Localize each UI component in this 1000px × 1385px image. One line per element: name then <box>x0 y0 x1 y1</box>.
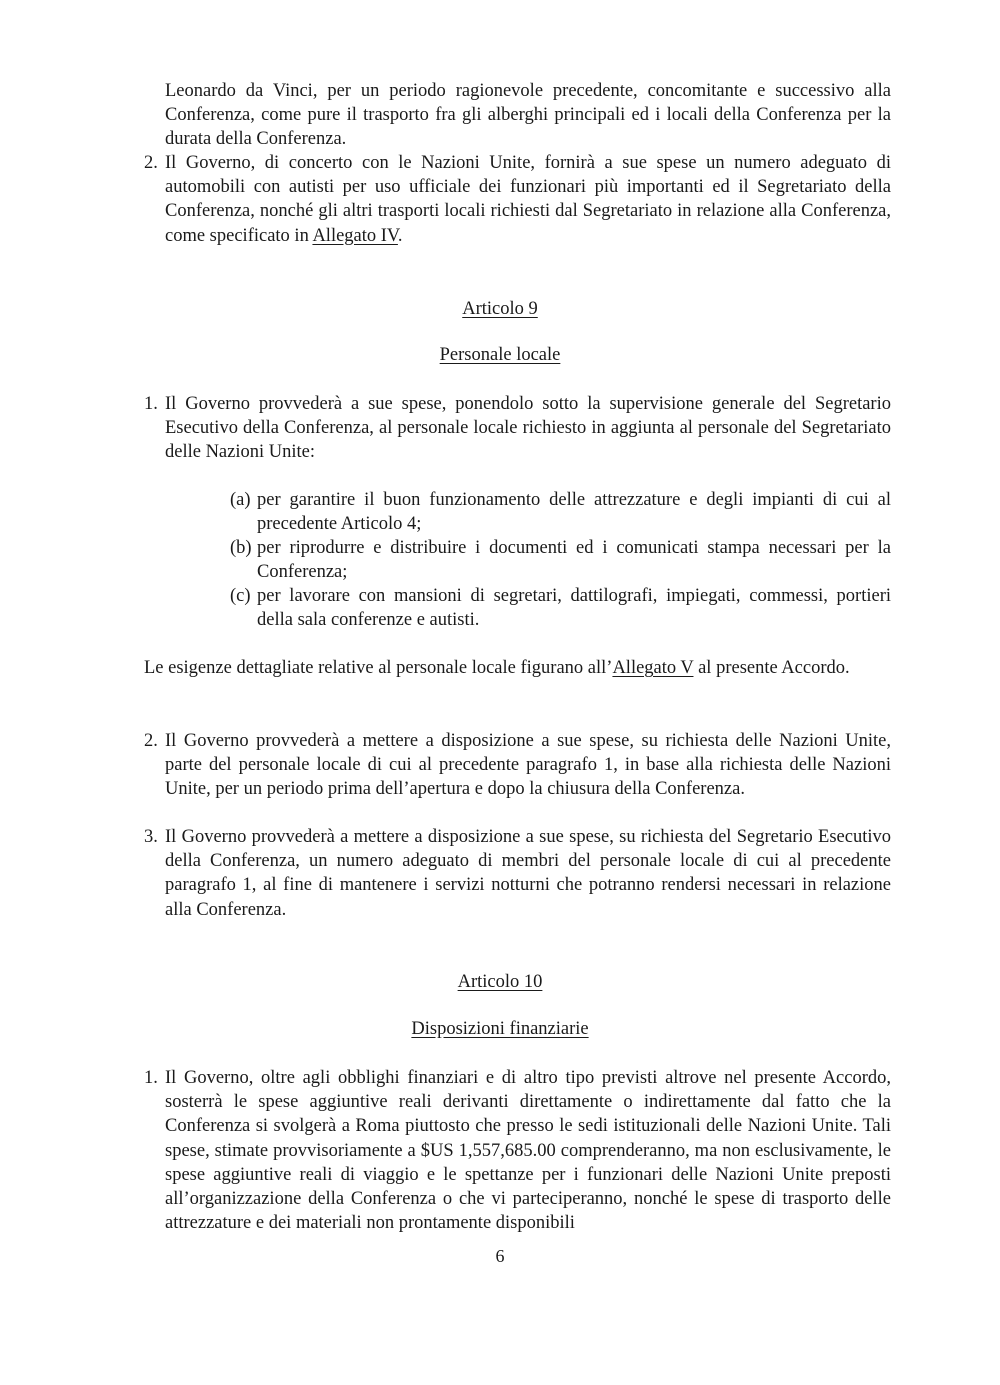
subitem-label-c: (c) <box>230 586 251 606</box>
annex-v-reference: Allegato V <box>612 658 694 678</box>
continuation-paragraph: Leonardo da Vinci, per un periodo ragionevole precedente, concomitante e successivo alla Conferenza, come pure il trasporto fra gli alberghi principali ed i locali della Conferenza per la durata della Conferenza. <box>165 81 891 150</box>
article9-heading: Articolo 9 <box>462 299 538 319</box>
article9-item2-paragraph: Il Governo provvederà a mettere a disposizione a sue spese, su richiesta delle Nazioni Unite, parte del personale locale di cui al precedente paragrafo 1, in base alla richiesta delle Nazioni Unite, per un periodo prima dell’apertura e dopo la chiusura della Conferenza. <box>165 731 891 800</box>
article9-item1-paragraph: Il Governo provvederà a sue spese, ponendolo sotto la supervisione generale del Segretario Esecutivo della Conferenza, al personale locale richiesto in aggiunta al personale del Segretariato delle Nazioni Unite: <box>165 394 891 463</box>
article10-title: Disposizioni finanziarie <box>411 1019 589 1039</box>
article10-heading: Articolo 10 <box>457 972 543 992</box>
item-number: 2. <box>144 731 158 751</box>
article9-title: Personale locale <box>439 345 561 365</box>
subitem-label-a: (a) <box>230 490 251 510</box>
subitem-b-text: per riprodurre e distribuire i documenti ed i comunicati stampa necessari per la Conferenza; <box>257 538 891 583</box>
annex-v-note <box>144 656 891 680</box>
sentence-end: . <box>397 225 403 246</box>
article9-item3-paragraph: Il Governo provvederà a mettere a disposizione a sue spese, su richiesta del Segretario Esecutivo della Conferenza, un numero adeguato di membri del personale locale di cui al precedente paragrafo 1, al fine di mantenere i servizi notturni che potranno rendersi necessari in relazione alla Conferenza. <box>165 827 891 920</box>
subitem-label-b: (b) <box>230 538 252 558</box>
annex-iv-reference: Allegato IV <box>312 225 398 246</box>
subitem-a-text: per garantire il buon funzionamento delle attrezzature e degli impianti di cui al precedente Articolo 4; <box>257 490 891 535</box>
paragraph-text: Il Governo, di concerto con le Nazioni Unite, fornirà a sue spese un numero adeguato di automobili con autisti per uso ufficiale dei funzionari più importanti ed il Segretariato della Conferenza, nonché gli altri trasporti locali richiesti dal Segretariato in relazione alla Conferenza, come specificato in <box>165 153 891 246</box>
note-text: Le esigenze dettagliate relative al personale locale figurano all’ <box>144 658 613 678</box>
subitem-c-text: per lavorare con mansioni di segretari, dattilografi, impiegati, commessi, portieri della sala conferenze e autisti. <box>257 586 891 631</box>
note-end: al presente Accordo. <box>693 658 850 678</box>
page-number: 6 <box>495 1246 505 1266</box>
article8-item2-paragraph <box>165 151 891 248</box>
item-number: 2. <box>144 153 158 173</box>
item-number: 1. <box>144 1068 158 1088</box>
item-number: 3. <box>144 827 158 847</box>
item-number: 1. <box>144 394 158 414</box>
article10-item1-paragraph: Il Governo, oltre agli obblighi finanziari e di altro tipo previsti altrove nel presente Accordo, sosterrà le spese aggiuntive reali derivanti direttamente o indirettamente dal fatto che la Conferenza si svolgerà a Roma piuttosto che presso le sedi istituzionali delle Nazioni Unite. Tali spese, stimate provvisoriamente a $US 1,557,685.00 comprenderanno, ma non esclusivamente, le spese aggiuntive reali di viaggio e le spettanze per i funzionari delle Nazioni Unite preposti all’organizzazione della Conferenza o che vi parteciperanno, nonché le spese di trasporto delle attrezzature e dei materiali non prontamente disponibili <box>165 1068 891 1234</box>
